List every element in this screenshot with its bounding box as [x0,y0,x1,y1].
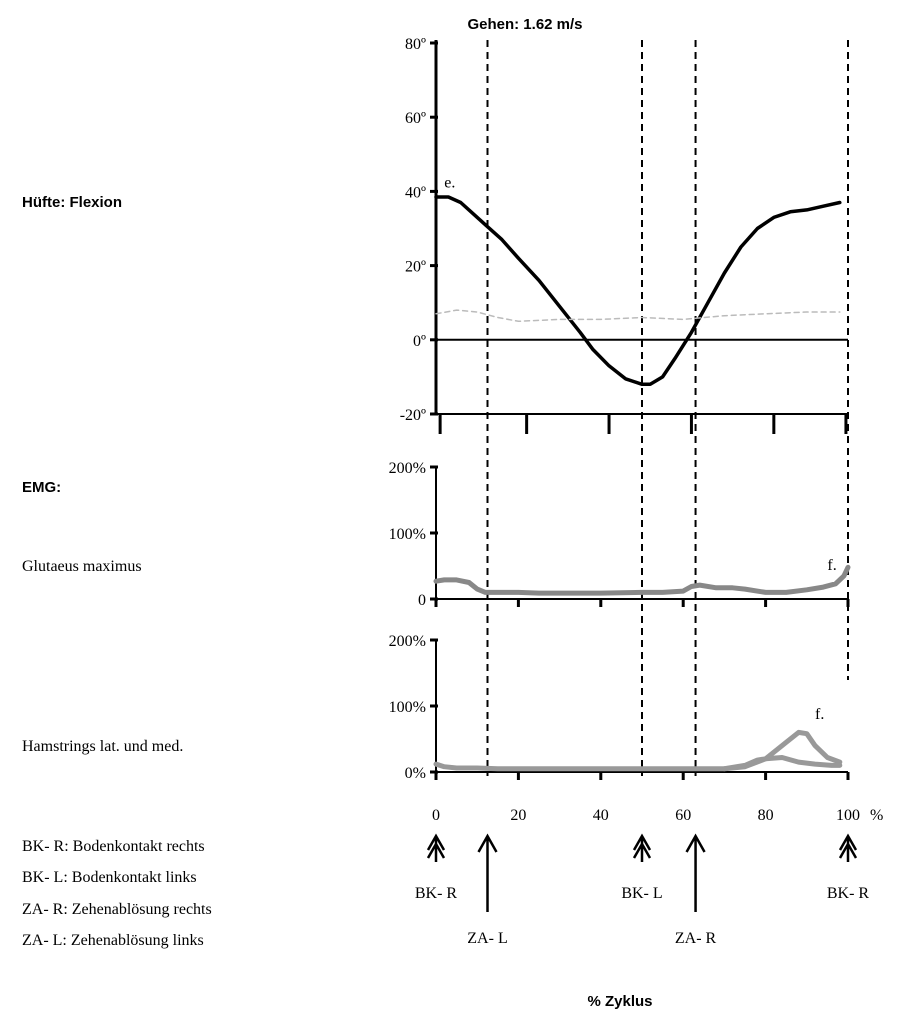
legend-item: BK- R: Bodenkontakt rechts [22,838,205,855]
legend-item: ZA- R: Zehenablösung rechts [22,901,212,918]
legend-item: BK- L: Bodenkontakt links [22,869,197,886]
panel-annotation: f. [815,706,825,724]
y-tick-label: 0º [413,332,426,350]
x-tick-label: 20 [510,807,527,824]
x-axis-label: % Zyklus [587,993,653,1010]
x-tick-label: 0 [432,807,440,824]
hamstrings-panel-label: Hamstrings lat. und med. [22,738,184,755]
legend-item: ZA- L: Zehenablösung links [22,932,204,949]
x-tick-label: 80 [757,807,774,824]
event-label: BK- R [414,885,458,902]
y-tick-label: 0% [404,765,426,782]
glutaeus-panel-label: Glutaeus maximus [22,558,142,575]
x-unit-label: % [870,807,884,824]
hip-panel-label: Hüfte: Flexion [22,194,122,211]
x-tick-label: 100 [836,807,860,824]
x-tick-label: 40 [592,807,609,824]
event-arrow [428,836,444,862]
x-tick-label: 60 [675,807,692,824]
event-arrow [479,836,497,912]
y-tick-label: 60º [405,110,426,128]
emg-label: EMG: [22,479,62,496]
series-line [436,732,840,768]
y-tick-label: 200% [388,633,426,650]
y-tick-label: 200% [388,460,426,477]
y-tick-label: 0 [418,592,426,609]
series-line [436,310,840,321]
y-tick-label: 40º [405,184,426,202]
event-label: BK- L [621,885,663,902]
panel-annotation: e. [444,174,456,192]
plot-area [389,36,884,947]
event-arrow [840,836,856,862]
panel-annotation: f. [827,556,837,574]
chart-title: Gehen: 1.62 m/s [467,16,583,33]
series-line [724,758,839,769]
y-tick-label: 20º [405,258,426,276]
event-legend [22,838,212,949]
event-arrow [634,836,650,862]
event-label: ZA- R [674,930,717,947]
event-label: BK- R [826,885,870,902]
y-tick-label: 100% [388,526,426,543]
y-tick-label: 80º [405,36,426,53]
event-arrow [687,836,705,912]
y-tick-label: -20º [399,407,426,424]
series-line [436,197,840,384]
event-label: ZA- L [467,930,508,947]
y-tick-label: 100% [388,699,426,716]
